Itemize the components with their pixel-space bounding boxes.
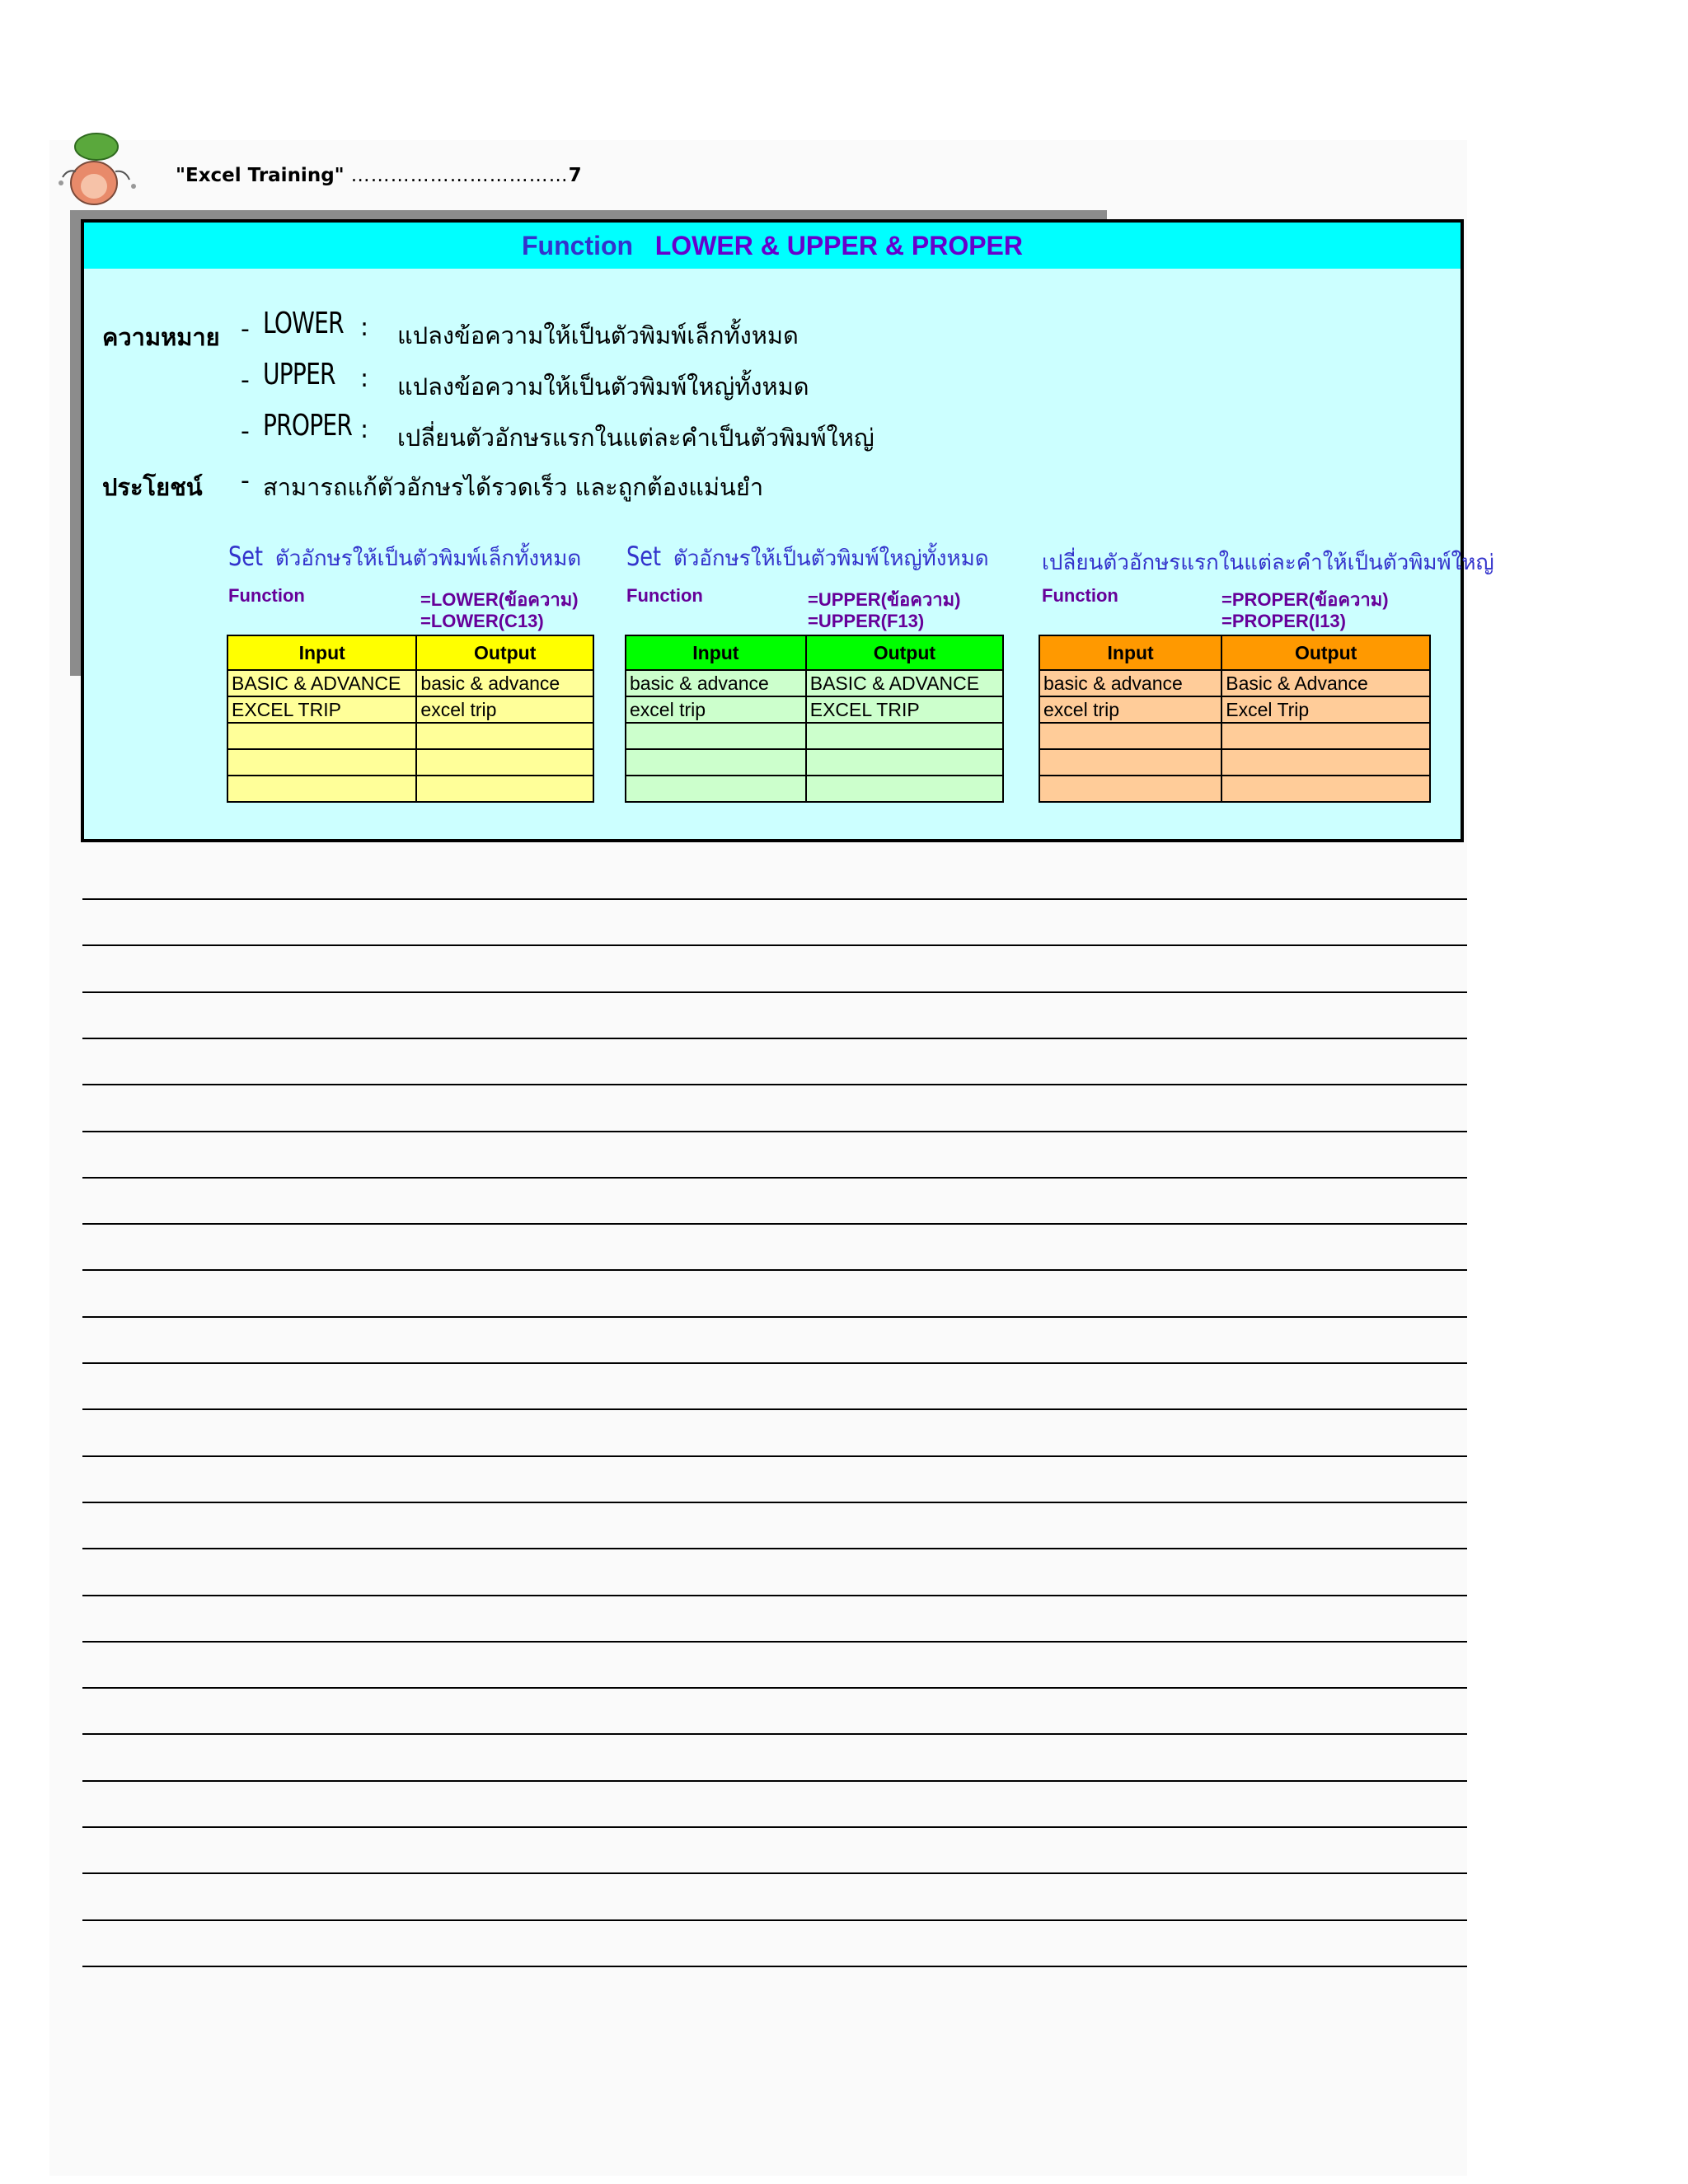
proper-example-table	[1039, 635, 1431, 803]
table-cell[interactable]	[416, 723, 593, 749]
upper-example-table	[625, 635, 1004, 803]
note-line	[82, 1872, 1467, 1874]
proper-syntax: =PROPER(ข้อความ)	[1221, 589, 1389, 610]
table-cell[interactable]: excel trip	[416, 696, 593, 723]
table-cell[interactable]	[227, 749, 416, 776]
table-cell[interactable]	[1039, 776, 1221, 802]
function-panel	[81, 219, 1494, 842]
note-line	[82, 1780, 1467, 1782]
table-cell[interactable]	[1221, 723, 1430, 749]
term-lower: LOWER	[263, 307, 344, 340]
table-cell[interactable]	[416, 776, 593, 802]
note-line	[82, 1316, 1467, 1318]
note-line	[82, 1548, 1467, 1549]
proper-function-label: Function	[1042, 585, 1118, 606]
note-line	[82, 944, 1467, 946]
table-cell[interactable]: BASIC & ADVANCE	[806, 670, 1003, 696]
note-line	[82, 1177, 1467, 1179]
dash-marker: -	[241, 366, 250, 395]
note-line	[82, 1084, 1467, 1085]
table-cell[interactable]	[806, 749, 1003, 776]
panel-title-names: LOWER & UPPER & PROPER	[654, 231, 1023, 260]
table-cell[interactable]: EXCEL TRIP	[806, 696, 1003, 723]
lower-example-formula: =LOWER(C13)	[420, 611, 544, 631]
colon: :	[360, 364, 369, 393]
table-cell[interactable]	[227, 776, 416, 802]
table-header-input: Input	[626, 635, 806, 670]
table-cell[interactable]: excel trip	[626, 696, 806, 723]
desc-proper: เปลี่ยนตัวอักษรแรกในแต่ละคำเป็นตัวพิมพ์ใหญ่	[397, 424, 874, 452]
table-cell[interactable]: basic & advance	[1039, 670, 1221, 696]
table-header-output: Output	[1221, 635, 1430, 670]
note-line	[82, 1269, 1467, 1271]
table-cell[interactable]: basic & advance	[626, 670, 806, 696]
table-cell[interactable]: EXCEL TRIP	[227, 696, 416, 723]
dash-marker: -	[241, 417, 250, 446]
note-line	[82, 898, 1467, 900]
dash-marker: -	[241, 466, 250, 495]
panel-title	[84, 223, 1461, 269]
table-header-input: Input	[227, 635, 416, 670]
upper-function-label: Function	[626, 585, 703, 606]
panel-title-function: Function	[521, 231, 634, 260]
table-cell[interactable]	[626, 776, 806, 802]
lower-syntax: =LOWER(ข้อความ)	[420, 589, 579, 610]
dash-marker: -	[241, 315, 250, 344]
note-line	[82, 1455, 1467, 1457]
proper-example-title: เปลี่ยนตัวอักษรแรกในแต่ละคำให้เป็นตัวพิมพ์ใหญ่	[1042, 551, 1494, 575]
header-title: "Excel Training" ……………………………7	[176, 165, 582, 186]
note-line	[82, 1502, 1467, 1503]
note-line	[82, 1362, 1467, 1364]
header-dots: ……………………………	[350, 165, 569, 186]
note-line	[82, 1223, 1467, 1225]
note-line	[82, 1595, 1467, 1596]
upper-example-formula: =UPPER(F13)	[808, 611, 925, 631]
table-cell[interactable]	[626, 723, 806, 749]
meaning-label: ความหมาย	[102, 323, 220, 351]
colon: :	[360, 415, 369, 444]
table-cell[interactable]: Excel Trip	[1221, 696, 1430, 723]
note-line	[82, 1038, 1467, 1039]
note-line	[82, 1408, 1467, 1410]
set-keyword: Set	[626, 541, 662, 572]
table-cell[interactable]: basic & advance	[416, 670, 593, 696]
note-line	[82, 1826, 1467, 1828]
note-line	[82, 1641, 1467, 1643]
note-line	[82, 1733, 1467, 1735]
desc-lower: แปลงข้อความให้เป็นตัวพิมพ์เล็กทั้งหมด	[397, 321, 799, 349]
table-cell[interactable]	[416, 749, 593, 776]
lower-example-title: Set ตัวอักษรให้เป็นตัวพิมพ์เล็กทั้งหมด	[228, 541, 582, 572]
note-line	[82, 1966, 1467, 1967]
table-header-output: Output	[416, 635, 593, 670]
table-cell[interactable]	[626, 749, 806, 776]
table-cell[interactable]: BASIC & ADVANCE	[227, 670, 416, 696]
table-cell[interactable]	[1039, 723, 1221, 749]
table-cell[interactable]: Basic & Advance	[1221, 670, 1430, 696]
benefit-label: ประโยชน์	[102, 473, 203, 501]
colon: :	[360, 313, 369, 342]
term-proper: PROPER	[263, 409, 353, 443]
desc-upper: แปลงข้อความให้เป็นตัวพิมพ์ใหญ่ทั้งหมด	[397, 373, 809, 401]
upper-syntax: =UPPER(ข้อความ)	[808, 589, 961, 610]
benefit-desc: สามารถแก้ตัวอักษรได้รวดเร็ว และถูกต้องแม่นยำ	[263, 473, 764, 501]
table-header-input: Input	[1039, 635, 1221, 670]
table-cell[interactable]	[1039, 749, 1221, 776]
table-header-output: Output	[806, 635, 1003, 670]
lower-example-table	[227, 635, 594, 803]
mascot-logo-icon	[51, 132, 142, 210]
table-cell[interactable]	[1221, 776, 1430, 802]
lower-function-label: Function	[228, 585, 305, 606]
note-line	[82, 1131, 1467, 1132]
upper-example-title: Set ตัวอักษรให้เป็นตัวพิมพ์ใหญ่ทั้งหมด	[626, 541, 989, 572]
note-line	[82, 991, 1467, 993]
set-keyword: Set	[228, 541, 264, 572]
table-cell[interactable]	[806, 776, 1003, 802]
table-cell[interactable]	[227, 723, 416, 749]
note-line	[82, 1687, 1467, 1689]
table-cell[interactable]	[806, 723, 1003, 749]
proper-example-formula: =PROPER(I13)	[1221, 611, 1346, 631]
term-upper: UPPER	[263, 358, 335, 391]
table-cell[interactable]	[1221, 749, 1430, 776]
table-cell[interactable]: excel trip	[1039, 696, 1221, 723]
page-number: 7	[568, 165, 582, 186]
note-line	[82, 1919, 1467, 1921]
